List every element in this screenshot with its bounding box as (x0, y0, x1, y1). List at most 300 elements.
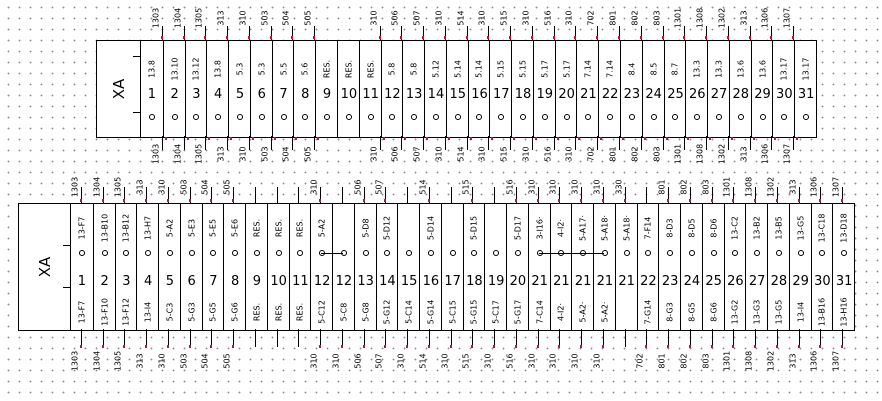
wire-label: 313 (788, 353, 798, 369)
wire-marker (732, 345, 734, 348)
terminal-screw (471, 250, 477, 256)
wire-stub (488, 136, 489, 150)
wire-label: 1307 (831, 350, 841, 372)
wire-label: 515 (499, 146, 509, 162)
terminal-cell (180, 204, 203, 330)
terminal-lower-ref: RES. (252, 302, 262, 322)
wire-marker (509, 36, 511, 39)
wire-label: 1308 (695, 143, 705, 165)
terminal-number: 17 (492, 87, 510, 102)
wire-marker (313, 36, 315, 39)
wire-label: 1304 (173, 7, 183, 29)
title-box-tick (63, 245, 71, 246)
wire-marker (754, 345, 756, 348)
terminal-lower-ref: 13-G5 (774, 299, 784, 325)
wire-label: 310 (238, 10, 248, 26)
terminal-lower-ref: 5-C14 (404, 300, 414, 324)
wire-marker (819, 345, 821, 348)
terminal-ref-label: 5.5 (279, 62, 289, 76)
terminal-cell (115, 204, 138, 330)
terminal-number: 15 (449, 87, 466, 102)
wire-label: 310 (483, 353, 493, 369)
wire-marker (558, 345, 560, 348)
wire-marker (80, 199, 82, 202)
wire-label: 313 (135, 179, 145, 195)
terminal-ref-label: 13.8 (213, 60, 223, 78)
terminal-cell (93, 204, 116, 330)
wire-label: 313 (788, 179, 798, 195)
terminal-number: 12 (335, 274, 353, 289)
wire-stub (271, 136, 272, 150)
terminal-upper-ref: RES. (295, 218, 305, 238)
wire-marker (471, 345, 473, 348)
wire-marker (602, 199, 604, 202)
wire-stub (706, 136, 707, 150)
wire-marker (428, 199, 430, 202)
terminal-ref-label: 5.3 (235, 62, 245, 76)
terminal-number: 13 (357, 274, 374, 289)
wire-marker (161, 36, 163, 39)
wire-marker (379, 36, 381, 39)
wire-stub (771, 136, 772, 150)
wire-label: 1304 (173, 143, 183, 165)
wire-label: 516 (543, 146, 553, 162)
wire-marker (232, 345, 234, 348)
terminal-ref-label: 5.15 (518, 60, 528, 78)
terminal-number: 8 (301, 87, 310, 102)
terminal-cell (664, 41, 687, 137)
wire-label: 310 (564, 146, 574, 162)
terminal-ref-label: 13.3 (714, 60, 724, 78)
terminal-screw (324, 114, 330, 120)
terminal-screw (346, 114, 352, 120)
wire-label: 1302 (717, 7, 727, 29)
terminal-number: 12 (384, 87, 401, 102)
terminal-screw (629, 114, 635, 120)
terminal-upper-ref: 5-A2 (165, 218, 175, 238)
terminal-lower-ref: 8-G3 (665, 302, 675, 322)
wire-label: 310 (592, 179, 602, 195)
wire-label: 310 (434, 10, 444, 26)
terminal-screw (167, 250, 173, 256)
wire-marker (537, 345, 539, 348)
wire-marker (580, 199, 582, 202)
wire-label: 507 (412, 146, 422, 162)
terminal-cell (289, 204, 312, 330)
terminal-upper-ref: 13-B2 (752, 216, 762, 240)
terminal-cell (245, 204, 268, 330)
terminal-lower-ref: 13-G3 (752, 299, 762, 325)
terminal-number: 21 (596, 274, 614, 289)
wire-marker (711, 199, 713, 202)
terminal-number: 7 (279, 87, 288, 102)
terminal-cell (402, 41, 425, 137)
wire-marker (640, 36, 642, 39)
bottom-terminal-strip (70, 203, 855, 331)
wire-marker (798, 199, 800, 202)
terminal-number: 29 (754, 87, 771, 102)
terminal-cell (359, 41, 382, 137)
terminal-screw (210, 250, 216, 256)
wire-marker (515, 345, 517, 348)
terminal-screw (716, 114, 722, 120)
wire-marker (317, 137, 319, 140)
terminal-screw (433, 114, 439, 120)
wire-label: 1305 (194, 143, 204, 165)
wire-label: 1308 (744, 176, 754, 198)
terminal-number: 9 (252, 274, 262, 289)
wire-label: 1307 (782, 7, 792, 29)
wire-label: 310 (396, 353, 406, 369)
wire-label: 310 (331, 353, 341, 369)
wire-label: 506 (390, 10, 400, 26)
wire-marker (776, 199, 778, 202)
wire-marker (666, 137, 668, 140)
wire-label: 1301 (673, 7, 683, 29)
wire-label: 702 (586, 146, 596, 162)
terminal-lower-ref: 13-G2 (730, 299, 740, 325)
wire-label: 802 (679, 179, 689, 195)
wire-marker (711, 345, 713, 348)
terminal-ref-label: 7.14 (605, 60, 615, 78)
terminal-cell (315, 41, 338, 137)
wire-label: 310 (309, 179, 319, 195)
wire-stub (684, 136, 685, 150)
terminal-number: 16 (471, 87, 488, 102)
terminal-cell (163, 41, 186, 137)
terminal-upper-ref: 5-D12 (382, 215, 392, 241)
terminal-lower-ref: 5-A2· (600, 301, 610, 323)
terminal-screw (776, 250, 782, 256)
terminal-cell (158, 204, 181, 330)
terminal-cell (354, 204, 377, 330)
terminal-lower-ref: 7-G14 (643, 299, 653, 325)
terminal-number: 26 (688, 87, 706, 102)
wire-label: 1304 (92, 176, 102, 198)
wire-marker (341, 345, 343, 348)
terminal-cell (441, 204, 464, 330)
terminal-cell (484, 204, 507, 330)
wire-marker (210, 345, 212, 348)
wire-label: 504 (200, 353, 210, 369)
wire-marker (448, 137, 450, 140)
wire-stub (255, 329, 256, 347)
wire-marker (204, 36, 206, 39)
terminal-ref-label: 13.3 (692, 60, 702, 78)
wire-stub (342, 187, 343, 203)
wire-marker (667, 199, 669, 202)
wire-marker (557, 137, 559, 140)
wire-stub (184, 136, 185, 150)
wire-label: 504 (281, 146, 291, 162)
terminal-cell (811, 204, 834, 330)
terminal-ref-label: 5.12 (431, 60, 441, 78)
wire-label: 310 (521, 10, 531, 26)
wire-marker (208, 137, 210, 140)
terminal-cell (642, 41, 665, 137)
terminal-screw (651, 114, 657, 120)
wire-marker (558, 199, 560, 202)
wire-stub (728, 136, 729, 150)
terminal-cell (506, 204, 529, 330)
wire-marker (687, 137, 689, 140)
terminal-upper-ref: 5-D15 (469, 215, 479, 241)
wire-label: 1303 (70, 176, 80, 198)
terminal-cell (593, 204, 616, 330)
wire-label: 1303 (70, 350, 80, 372)
wire-marker (841, 345, 843, 348)
terminal-screw (732, 250, 738, 256)
terminal-number: 20 (558, 87, 575, 102)
terminal-number: 24 (683, 274, 701, 289)
terminal-screw (254, 250, 260, 256)
wire-marker (618, 36, 620, 39)
wire-marker (662, 36, 664, 39)
terminal-number: 8 (230, 274, 240, 289)
wire-stub (277, 329, 278, 347)
terminal-cell (376, 204, 399, 330)
wire-marker (792, 36, 794, 39)
terminal-cell (620, 41, 643, 137)
terminal-lower-ref: 7-C14 (535, 300, 545, 324)
wire-label: 1305 (194, 7, 204, 29)
terminal-number: 20 (509, 274, 527, 289)
wire-marker (450, 345, 452, 348)
terminal-number: 9 (322, 87, 332, 102)
wire-label: 1303 (151, 7, 161, 29)
terminal-screw (389, 114, 395, 120)
wire-stub (494, 187, 495, 203)
wire-marker (187, 137, 189, 140)
terminal-screw (689, 250, 695, 256)
wire-marker (102, 199, 104, 202)
terminal-ref-label: 5.3 (257, 62, 267, 76)
terminal-lower-ref: 8-G6 (709, 302, 719, 322)
terminal-upper-ref: 5-A2 (317, 218, 327, 238)
terminal-cell (397, 204, 420, 330)
wire-label: 310 (548, 179, 558, 195)
terminal-screw (232, 250, 238, 256)
wire-label: 310 (238, 146, 248, 162)
terminal-number: 22 (601, 87, 619, 102)
terminal-screw (450, 250, 456, 256)
terminal-number: 7 (209, 274, 218, 289)
terminal-lower-ref: 5-G5 (208, 302, 218, 322)
wire-marker (422, 36, 424, 39)
top-strip-title: XA (110, 78, 128, 100)
terminal-upper-ref: 5-A17· (578, 215, 588, 241)
terminal-number: 22 (640, 274, 657, 289)
terminal-screw (123, 250, 129, 256)
terminal-screw (476, 114, 482, 120)
wire-stub (380, 136, 381, 150)
terminal-ref-label: 7.14 (583, 60, 593, 78)
terminal-upper-ref: 13-B12 (121, 213, 131, 243)
terminal-number: 14 (379, 274, 396, 289)
terminal-number: 18 (466, 274, 483, 289)
wire-marker (537, 199, 539, 202)
terminal-number: 25 (705, 274, 722, 289)
terminal-cell (685, 41, 708, 137)
wire-marker (602, 345, 604, 348)
wire-marker (487, 36, 489, 39)
terminal-cell (637, 204, 660, 330)
terminal-screw (564, 114, 570, 120)
wire-label: 516 (505, 353, 515, 369)
wire-label: 503 (179, 179, 189, 195)
wire-stub (227, 136, 228, 150)
bottom-strip-title-box (18, 203, 72, 331)
wire-marker (102, 345, 104, 348)
terminal-number: 2 (170, 87, 179, 102)
wire-marker (189, 345, 191, 348)
wire-label: 514 (418, 353, 428, 369)
wire-label: 313 (739, 10, 749, 26)
wire-stub (292, 136, 293, 150)
wire-stub (401, 136, 402, 150)
terminal-number: 6 (187, 274, 196, 289)
wire-marker (689, 199, 691, 202)
terminal-ref-label: 13.12 (191, 57, 201, 81)
terminal-cell (419, 204, 442, 330)
wire-label: 503 (179, 353, 189, 369)
terminal-screw (711, 250, 717, 256)
terminal-number: 11 (292, 274, 309, 289)
terminal-lower-ref: 13-H16 (839, 297, 849, 327)
terminal-lower-ref: 13-F12 (121, 298, 131, 326)
title-box-tick (63, 287, 71, 288)
wire-label: 507 (412, 10, 422, 26)
wire-stub (205, 136, 206, 150)
wire-marker (444, 36, 446, 39)
terminal-screw (841, 250, 847, 256)
wire-label: 313 (216, 10, 226, 26)
wire-label: 310 (477, 146, 487, 162)
terminal-lower-ref: 13-I4 (143, 301, 153, 323)
terminal-number: 26 (727, 274, 744, 289)
terminal-cell (751, 41, 774, 137)
terminal-number: 17 (444, 274, 461, 289)
wire-stub (255, 187, 256, 203)
terminal-upper-ref: 13-B10 (100, 213, 110, 243)
wire-marker (624, 199, 626, 202)
terminal-cell (729, 41, 752, 137)
terminal-lower-ref: 13-F7 (77, 300, 87, 324)
terminal-screw (149, 114, 155, 120)
terminal-cell (310, 204, 333, 330)
wire-marker (798, 345, 800, 348)
wire-marker (819, 199, 821, 202)
wire-stub (298, 329, 299, 347)
terminal-upper-ref: 4-I2· (556, 219, 566, 237)
terminal-number: 11 (362, 87, 379, 102)
wire-marker (165, 137, 167, 140)
terminal-cell (468, 41, 491, 137)
wire-stub (314, 136, 315, 150)
wire-label: 505 (222, 179, 232, 195)
terminal-screw (803, 114, 809, 120)
wire-marker (600, 137, 602, 140)
wire-label: 503 (260, 10, 270, 26)
wire-label: 1301 (722, 350, 732, 372)
terminal-cell (424, 41, 447, 137)
wire-marker (580, 345, 582, 348)
terminal-ref-label: 8.5 (649, 62, 659, 76)
wire-label: 802 (630, 10, 640, 26)
terminal-cell (598, 41, 621, 137)
terminal-number: 5 (235, 87, 245, 102)
terminal-screw (215, 114, 221, 120)
terminal-cell (724, 204, 747, 330)
terminal-screw (363, 250, 369, 256)
terminal-number: 21 (553, 274, 570, 289)
wire-marker (770, 36, 772, 39)
wire-stub (619, 136, 620, 150)
terminal-number: 10 (270, 274, 287, 289)
wire-stub (467, 136, 468, 150)
terminal-screw (672, 114, 678, 120)
wire-marker (774, 137, 776, 140)
terminal-screw (498, 114, 504, 120)
wire-label: 310 (369, 146, 379, 162)
terminal-screw (428, 250, 434, 256)
wire-label: 1302 (766, 176, 776, 198)
terminal-upper-ref: RES. (252, 218, 262, 238)
wire-label: 1306 (809, 176, 819, 198)
terminal-screw (798, 250, 804, 256)
wire-label: 505 (303, 146, 313, 162)
wire-marker (210, 199, 212, 202)
wire-label: 313 (739, 146, 749, 162)
terminal-upper-ref: RES. (274, 218, 284, 238)
wire-marker (183, 36, 185, 39)
terminal-cell (658, 204, 681, 330)
terminal-upper-ref: 5-D17 (513, 215, 523, 241)
wire-label: 1302 (717, 143, 727, 165)
wire-label: 1305 (113, 350, 123, 372)
wire-label: 504 (200, 179, 210, 195)
jumper-bar (539, 253, 604, 254)
wire-label: 310 (521, 146, 531, 162)
terminal-screw (607, 114, 613, 120)
terminal-lower-ref: 5-G8 (361, 302, 371, 322)
wire-marker (515, 199, 517, 202)
terminal-lower-ref: 13-F10 (100, 298, 110, 326)
wire-marker (383, 137, 385, 140)
wire-marker (705, 36, 707, 39)
wire-stub (663, 136, 664, 150)
terminal-number: 14 (427, 87, 445, 102)
wire-label: 310 (477, 10, 487, 26)
terminal-number: 30 (814, 274, 831, 289)
terminal-number: 23 (661, 274, 679, 289)
wire-marker (471, 199, 473, 202)
wire-label: 330 (614, 179, 624, 195)
wire-marker (776, 345, 778, 348)
wire-marker (622, 137, 624, 140)
terminal-number: 24 (645, 87, 662, 102)
wire-label: 310 (369, 10, 379, 26)
wire-stub (575, 136, 576, 150)
terminal-ref-label: 13.17 (801, 57, 811, 81)
wire-label: 801 (657, 353, 667, 369)
top-terminal-strip (140, 40, 817, 138)
wire-label: 516 (543, 10, 553, 26)
wire-stub (646, 187, 647, 203)
terminal-lower-ref: 13-I4 (796, 301, 806, 323)
wire-label: 310 (157, 353, 167, 369)
terminal-upper-ref: 7-F14 (643, 216, 653, 240)
